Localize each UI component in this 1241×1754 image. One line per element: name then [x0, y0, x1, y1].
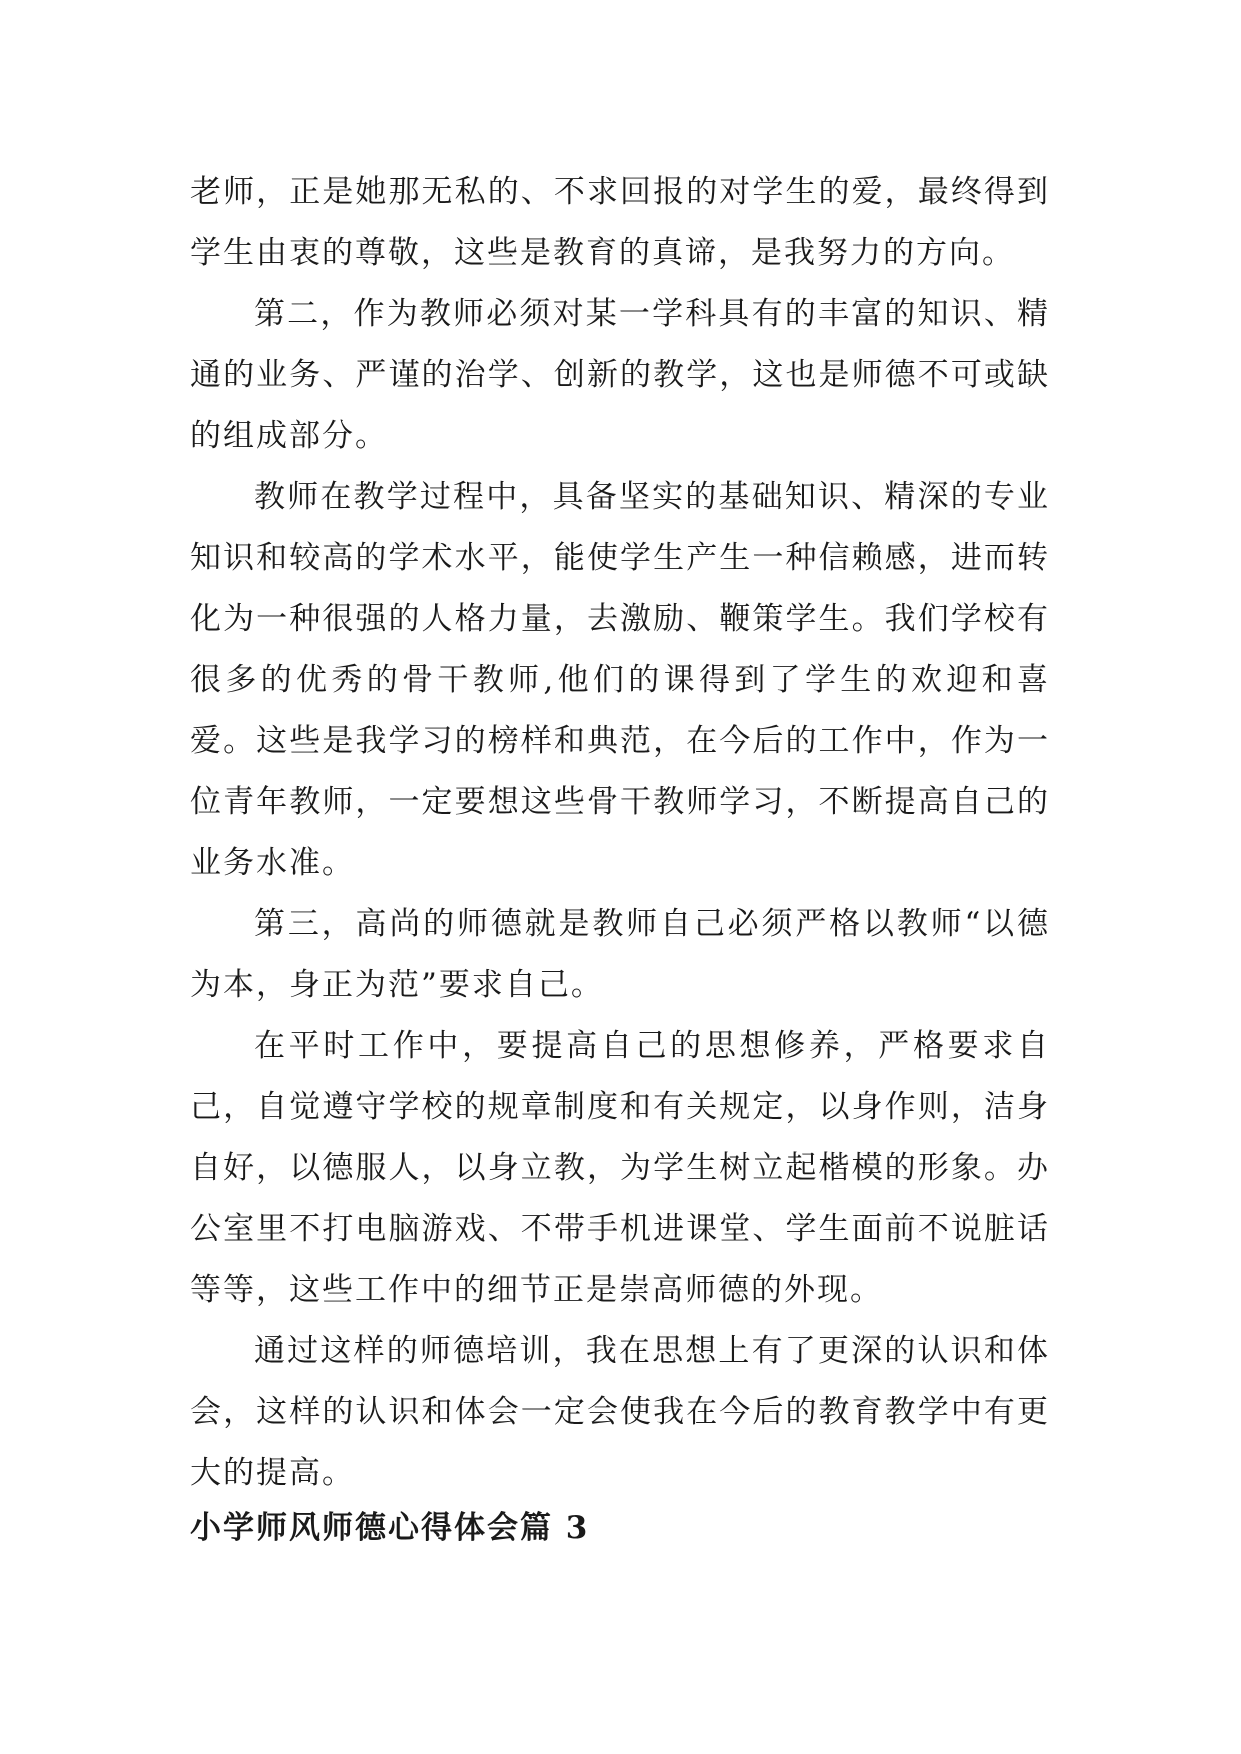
paragraph: 第二，作为教师必须对某一学科具有的丰富的知识、精通的业务、严谨的治学、创新的教学，这也是师德不可或缺的组成部分。 [190, 296, 1050, 454]
paragraph: 第三，高尚的师德就是教师自己必须严格以教师“以德为本，身正为范”要求自己。 [190, 906, 1050, 1003]
paragraph: 老师，正是她那无私的、不求回报的对学生的爱，最终得到学生由衷的尊敬，这些是教育的真谛，是我努力的方向。 [190, 174, 1050, 271]
paragraph: 在平时工作中，要提高自己的思想修养，严格要求自己，自觉遵守学校的规章制度和有关规定，以身作则，洁身自好，以德服人，以身立教，为学生树立起楷模的形象。办公室里不打电脑游戏、不带手机进课堂、学生面前不说脏话等等，这些工作中的细节正是崇高师德的外现。 [190, 1028, 1050, 1308]
paragraph: 教师在教学过程中，具备坚实的基础知识、精深的专业知识和较高的学术水平，能使学生产生一种信赖感，进而转化为一种很强的人格力量，去激励、鞭策学生。我们学校有很多的优秀的骨干教师,他们的课得到了学生的欢迎和喜爱。这些是我学习的榜样和典范，在今后的工作中，作为一位青年教师，一定要想这些骨干教师学习，不断提高自己的业务水准。 [190, 479, 1050, 881]
paragraph: 通过这样的师德培训，我在思想上有了更深的认识和体会，这样的认识和体会一定会使我在今后的教育教学中有更大的提高。 [190, 1333, 1050, 1491]
section-heading: 小学师风师德心得体会篇 3 [190, 1510, 590, 1546]
document-body [190, 162, 1050, 1504]
